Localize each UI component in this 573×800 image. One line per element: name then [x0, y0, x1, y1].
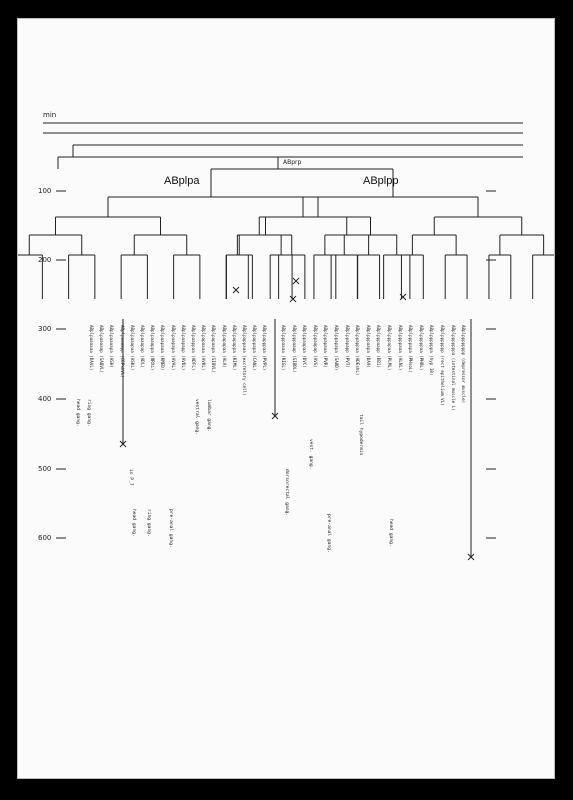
lineage-title-abplpp: ABplpp: [363, 175, 399, 187]
left-cell-label-15: ABplpappaaa (excretory cell): [242, 325, 247, 396]
right-cell-label-12: ABplppppapa (PHsoL): [408, 325, 414, 373]
left-cell-label-8: ABplpaapapa (AVAL): [170, 325, 176, 371]
right-cell-label-1: ABplpppaaap (SIBDL): [291, 325, 297, 373]
right-cell-label-10: ABplpppapaa (PLML): [387, 325, 392, 371]
left-cell-label-1: ABplpaaaaap (SABVL): [99, 325, 105, 373]
right-cell-label-13: ABplpppppaa (PHBL): [418, 325, 424, 371]
abprp-label: ABprp: [283, 159, 302, 166]
tick-label-600: 600: [38, 534, 52, 542]
left-cell-label-4: ABplpaaapaa (ASKL): [129, 325, 135, 371]
annotation-2: head gang.: [131, 509, 136, 537]
tick-label-500: 500: [38, 465, 52, 473]
annotation-3: ring gang.: [146, 509, 151, 537]
right-cell-label-7: ABplppappaa (ADEshL): [355, 325, 361, 376]
annotation-8: pre-anal gang.: [326, 514, 331, 553]
left-cell-label-2: ABplpaaaapa (ASH): [109, 325, 115, 368]
annotation-4: pre-anal gang.: [168, 509, 173, 548]
right-cell-label-4: ABplppapaaa (PVR): [323, 325, 329, 368]
right-cell-label-8: ABplpppaapa (DA9): [365, 325, 371, 368]
annotation-9: tail hypodermis: [358, 414, 363, 456]
right-cell-label-3: ABplppaapap (AVG): [312, 325, 318, 368]
right-cell-label-5: ABplppapapa (SABD): [334, 325, 339, 371]
right-cell-label-2: ABplppaapaa (DVC): [302, 325, 308, 368]
left-cell-label-11: ABplpapaaaa (AVKL): [201, 325, 207, 371]
left-cell-label-16: ABplpappapa (CANL): [252, 325, 258, 371]
left-cell-label-0: ABplpaaaaaa (DAVL): [89, 325, 94, 371]
left-cell-label-12: ABplpapaapa (SIBVL): [211, 325, 217, 373]
annotation-6: lumbar gang.: [206, 399, 211, 433]
tick-label-100: 100: [38, 187, 52, 195]
lineage-title-abplpa: ABplpa: [164, 175, 200, 187]
tick-label-200: 200: [38, 256, 52, 264]
left-cell-label-9: ABplpaapapp (AVDL): [180, 325, 186, 371]
annotation-1: ring gang.: [86, 399, 91, 427]
right-cell-label-9: ABplpppaapp (DB1): [376, 325, 382, 368]
annotation-11: vent. gang.: [308, 439, 313, 470]
left-cell-label-5: ABplpaaapap (ADL): [140, 325, 145, 368]
right-cell-label-14: ABplppppppa (hyp 10): [429, 325, 435, 376]
tick-label-400: 400: [38, 395, 52, 403]
annotation-0: head gang.: [75, 399, 80, 427]
right-cell-label-6: ABplppapapp (PVT): [344, 325, 350, 368]
tick-label-300: 300: [38, 325, 52, 333]
left-cell-label-3: ABplpaaaapp (CEPshVL): [119, 325, 125, 378]
right-cell-label-15: ABplppppppp (rect epithelium VL): [440, 325, 445, 406]
left-cell-label-17: ABplpapppaa (PVPL): [262, 325, 268, 371]
right-cell-label-0: ABplpppaaaa (RIGL): [281, 325, 286, 371]
left-cell-label-6: ABplpaaappa (URXL): [150, 325, 156, 371]
annotation-10: in P_7: [128, 469, 133, 486]
annotation-12: head gang.: [388, 519, 393, 547]
right-cell-label-17: ABplpppppppp (depressor muscle): [461, 325, 467, 404]
annotation-7: dorsorectal gang.: [284, 469, 289, 517]
left-cell-label-7: ABplpaapaaa (RMED): [160, 325, 166, 371]
left-cell-label-10: ABplpaappaa (ADFL): [191, 325, 196, 371]
lineage-tree-diagram: [18, 19, 554, 778]
left-cell-label-13: ABplpapapaa (ALA): [221, 325, 227, 368]
min-label: min: [43, 111, 57, 119]
right-cell-label-16: ABplpppppppa (intestinal muscle L): [450, 325, 456, 411]
page-sheet: [17, 18, 555, 779]
left-cell-label-14: ABplpapappa (RIML): [231, 325, 237, 371]
right-cell-label-11: ABplppppaaa (ALNL): [397, 325, 403, 371]
annotation-5: ventral gang.: [194, 399, 199, 435]
